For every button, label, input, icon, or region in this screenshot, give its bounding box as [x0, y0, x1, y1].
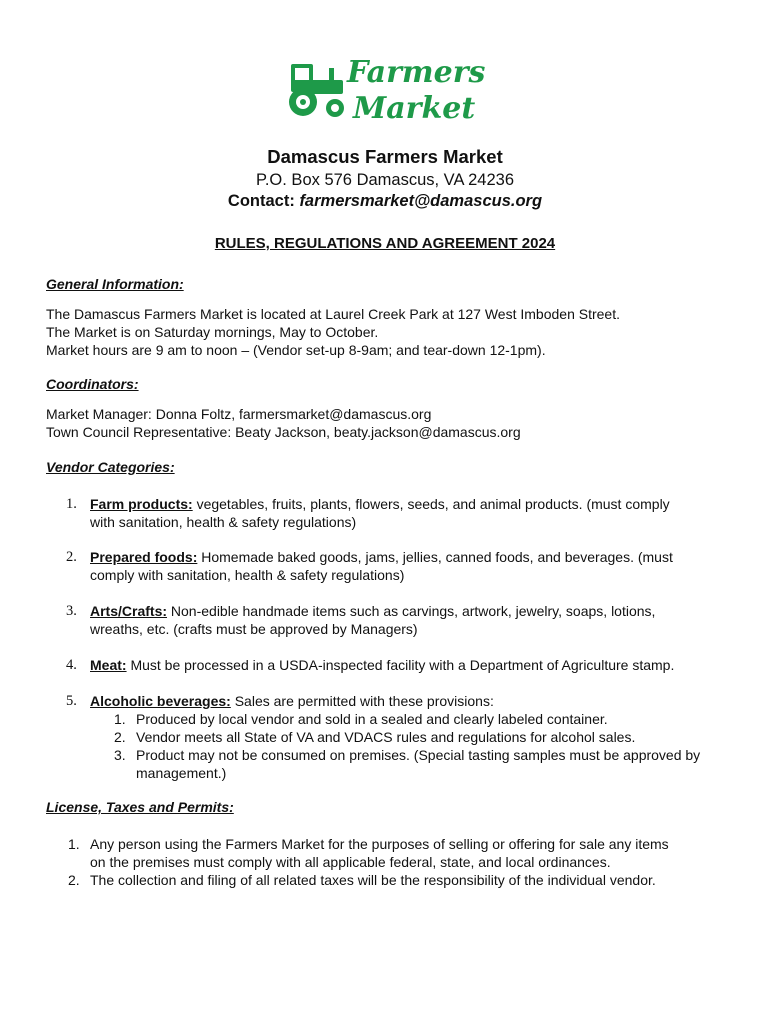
- org-name: Damascus Farmers Market: [267, 146, 503, 167]
- coordinators-paragraph: [46, 405, 521, 441]
- category-text: Must be processed in a USDA-inspected facility with a Department of Agriculture stamp.: [126, 657, 675, 673]
- sub-list-text: Product may not be consumed on premises. (Special tasting samples must be approved by: [136, 747, 701, 763]
- logo-word-market: Market: [353, 91, 476, 126]
- license-list-item: [66, 835, 736, 871]
- license-text: The collection and filing of all related taxes will be the responsibility of the individual vendor.: [90, 872, 656, 888]
- tractor-icon: [289, 64, 344, 117]
- category-text-cont: with sanitation, health & safety regulations): [90, 514, 357, 530]
- vendor-category-item: [66, 495, 736, 531]
- list-number: 2.: [68, 872, 80, 888]
- general-info-paragraph: [46, 305, 620, 359]
- category-text-cont: wreaths, etc. (crafts must be approved by Managers): [90, 621, 418, 637]
- sub-list-number: 3.: [114, 747, 126, 763]
- category-text: vegetables, fruits, plants, flowers, seeds, and animal products. (must comply: [192, 496, 670, 512]
- category-text-cont: comply with sanitation, health & safety regulations): [90, 567, 405, 583]
- category-text: Non-edible handmade items such as carvings, artwork, jewelry, soaps, lotions,: [167, 603, 656, 619]
- coordinator-line: Town Council Representative: Beaty Jackson, beaty.jackson@damascus.org: [46, 424, 521, 440]
- category-label: Farm products:: [90, 496, 193, 512]
- document-title: RULES, REGULATIONS AND AGREEMENT 2024: [214, 235, 556, 252]
- sub-list-number: 2.: [114, 729, 126, 745]
- category-label: Arts/Crafts:: [90, 603, 168, 619]
- vendor-category-item: [66, 548, 736, 584]
- vendor-category-item: [66, 692, 736, 782]
- general-line: The Damascus Farmers Market is located at Laurel Creek Park at 127 West Imboden Street.: [46, 306, 620, 322]
- coordinator-line: Market Manager: Donna Foltz, farmersmarket@damascus.org: [46, 406, 432, 422]
- sub-list-text: Vendor meets all State of VA and VDACS rules and regulations for alcohol sales.: [136, 729, 636, 745]
- category-label: Meat:: [90, 657, 127, 673]
- section-heading-license: License, Taxes and Permits:: [46, 799, 234, 815]
- contact-line: [0, 191, 770, 212]
- logo-word-farmers: Farmers: [347, 55, 486, 90]
- vendor-category-item: [66, 602, 736, 638]
- sub-list-item: [114, 728, 736, 746]
- list-number: 3.: [66, 603, 77, 619]
- section-heading-coordinators: Coordinators:: [46, 376, 139, 392]
- license-text-cont: on the premises must comply with all applicable federal, state, and local ordinances.: [90, 854, 611, 870]
- list-number: 5.: [66, 693, 77, 709]
- category-label: Prepared foods:: [90, 549, 198, 565]
- license-list-item: [66, 871, 736, 889]
- sub-list-item: [114, 746, 736, 782]
- general-line: Market hours are 9 am to noon – (Vendor set-up 8-9am; and tear-down 12-1pm).: [46, 342, 546, 358]
- section-heading-vendor-categories: Vendor Categories:: [46, 459, 175, 475]
- category-label: Alcoholic beverages:: [90, 693, 231, 709]
- list-number: 4.: [66, 657, 77, 673]
- farmers-market-logo: [283, 52, 489, 126]
- license-text: Any person using the Farmers Market for the purposes of selling or offering for sale any items: [90, 836, 669, 852]
- list-number: 1.: [68, 836, 80, 852]
- category-text: Sales are permitted with these provisions:: [230, 693, 494, 709]
- sub-list-item: [114, 710, 736, 728]
- list-number: 1.: [66, 496, 77, 512]
- sub-list-text-cont: management.): [136, 765, 227, 781]
- list-number: 2.: [66, 549, 77, 565]
- sub-list-text: Produced by local vendor and sold in a sealed and clearly labeled container.: [136, 711, 608, 727]
- postal-address: P.O. Box 576 Damascus, VA 24236: [255, 171, 515, 189]
- general-line: The Market is on Saturday mornings, May to October.: [46, 324, 379, 340]
- section-heading-general: General Information:: [46, 276, 184, 292]
- contact-email: farmersmarket@damascus.org: [299, 192, 543, 210]
- letterhead: [0, 146, 770, 212]
- category-text: Homemade baked goods, jams, jellies, canned foods, and beverages. (must: [197, 549, 673, 565]
- license-list: [66, 835, 736, 889]
- vendor-category-item: [66, 656, 736, 674]
- contact-label: Contact:: [227, 192, 295, 210]
- sub-list-number: 1.: [114, 711, 126, 727]
